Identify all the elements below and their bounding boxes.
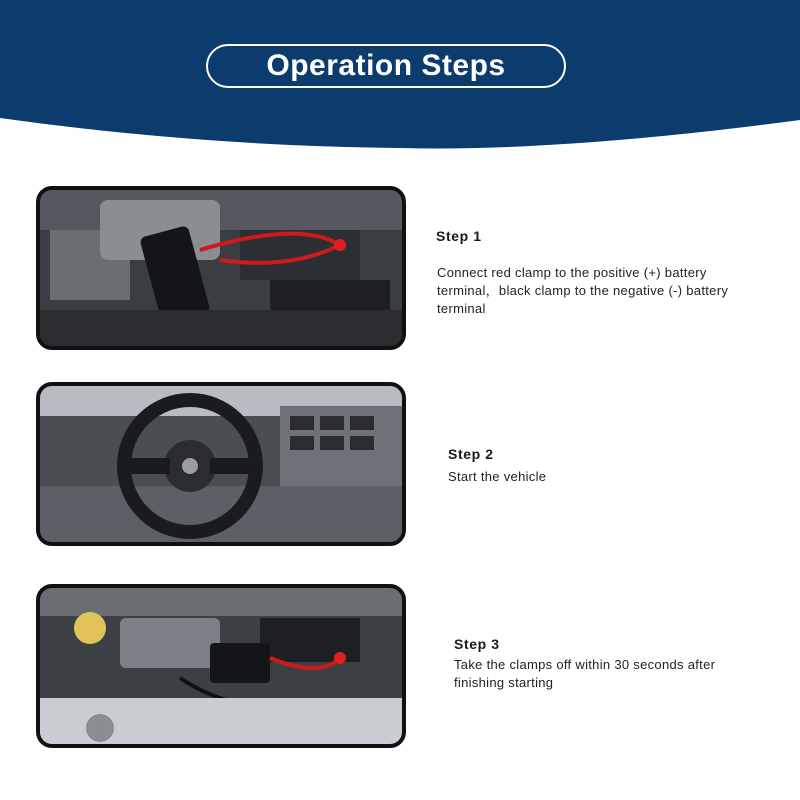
step-3-description: Take the clamps off within 30 seconds after finishing starting <box>454 657 716 690</box>
step-2-title: Step 2 <box>448 446 494 462</box>
page-title: Operation Steps <box>206 44 566 88</box>
step-3-photo <box>36 584 406 748</box>
step-1-title: Step 1 <box>436 228 482 244</box>
step-1-description: Connect red clamp to the positive (+) battery terminal，black clamp to the negative (-) battery terminal <box>437 265 729 316</box>
header-banner <box>0 0 800 150</box>
step-2-description: Start the vehicle <box>448 469 547 484</box>
step-2-photo <box>36 382 406 546</box>
step-1-photo <box>36 186 406 350</box>
step-3-title: Step 3 <box>454 636 500 652</box>
